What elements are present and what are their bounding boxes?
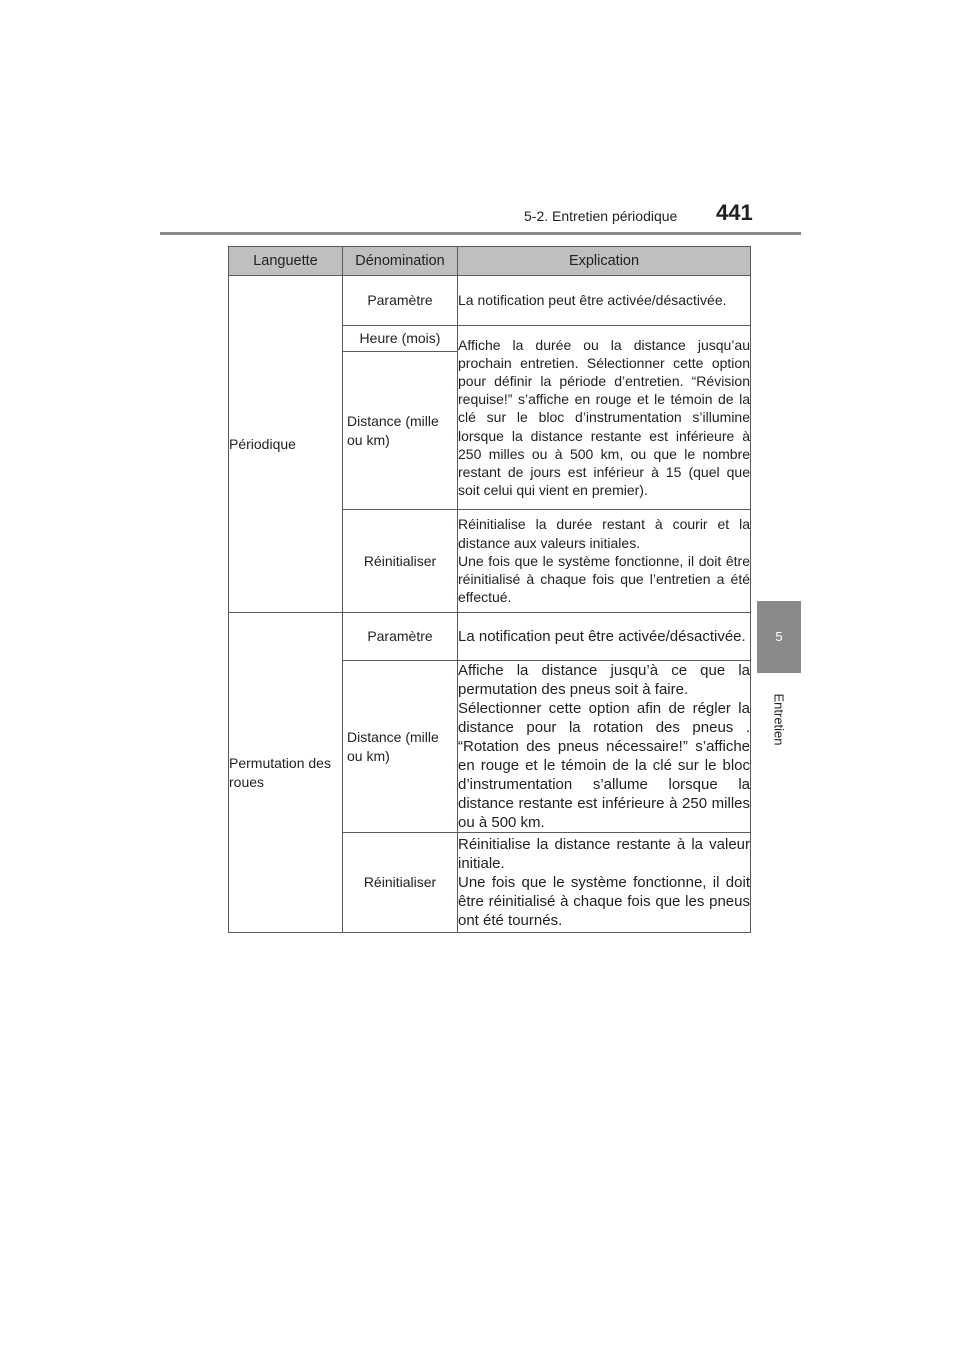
tab-permutation-des-roues: [229, 613, 343, 933]
column-header-tab: Languette: [229, 247, 343, 276]
section-title: 5-2. Entretien périodique: [524, 208, 678, 224]
name-parametre: Paramètre: [343, 613, 458, 661]
table-row: [229, 276, 751, 326]
name-line: Distance: [347, 412, 402, 429]
name-line: (mille ou km): [347, 412, 439, 448]
name-distance: [343, 352, 458, 510]
name-reinitialiser: Réinitialiser: [343, 833, 458, 933]
tab-line: Permutation: [229, 754, 305, 771]
name-parametre: Paramètre: [343, 276, 458, 326]
chapter-number: 5: [775, 629, 783, 644]
explanation-paragraph: Réinitialise la durée restant à courir et la distance aux valeurs initiales.: [458, 516, 750, 551]
explanation-paragraph: Affiche la distance jusqu’à ce que la permutation des pneus soit à faire.: [458, 662, 750, 698]
tab-periodique: Périodique: [229, 276, 343, 613]
explanation-paragraph: Une fois que le système fonctionne, il doit être réinitialisé à chaque fois que l’entretien a été effectué.: [458, 552, 750, 606]
name-heure-mois: Heure (mois): [343, 326, 458, 352]
explanation-cell: La notification peut être activée/désactivée.: [458, 613, 751, 661]
explanation-paragraph: Une fois que le système fonctionne, il doit être réinitialisé à chaque fois que les pneus ont été tournés.: [458, 874, 750, 929]
name-reinitialiser: Réinitialiser: [343, 510, 458, 613]
page-number: 441: [716, 200, 753, 225]
name-distance: [343, 661, 458, 833]
column-header-explanation: Explication: [458, 247, 751, 276]
explanation-cell: Affiche la durée ou la distance jusqu’au prochain entretien. Sélectionner cette option pour définir la période d’entretien. “Révision requise!” s’affiche en rouge et le témoin de la clé sur le bloc d’instrumentation s’illumine lorsque la distance restante est inférieure à 250 milles ou à 500 km, ou que le nombre restant de jours est inférieur à 15 (quel que soit celui qui vient en premier).: [458, 326, 751, 510]
tab-line: des roues: [229, 754, 331, 790]
explanation-paragraph: Sélectionner cette option afin de régler la distance pour la rotation des pneus . “Rotation des pneus nécessaire!” s’affiche en rouge et le témoin de la clé sur le bloc d’instrumentation s’allume lorsque la distance restante est inférieure à 250 milles ou à 500 km.: [458, 700, 750, 831]
chapter-label: Entretien: [771, 693, 787, 746]
explanation-cell: [458, 510, 751, 613]
explanation-cell: [458, 833, 751, 933]
maintenance-settings-table: [228, 246, 751, 933]
table-row: [229, 613, 751, 661]
name-line: Distance: [347, 728, 402, 745]
column-header-name: Dénomination: [343, 247, 458, 276]
chapter-tab: [757, 601, 801, 673]
explanation-cell: [458, 661, 751, 833]
explanation-cell: La notification peut être activée/désactivée.: [458, 276, 751, 326]
explanation-paragraph: Réinitialise la distance restante à la valeur initiale.: [458, 836, 750, 872]
header-divider: [160, 232, 801, 235]
table-header-row: [229, 247, 751, 276]
name-line: (mille ou km): [347, 728, 439, 764]
